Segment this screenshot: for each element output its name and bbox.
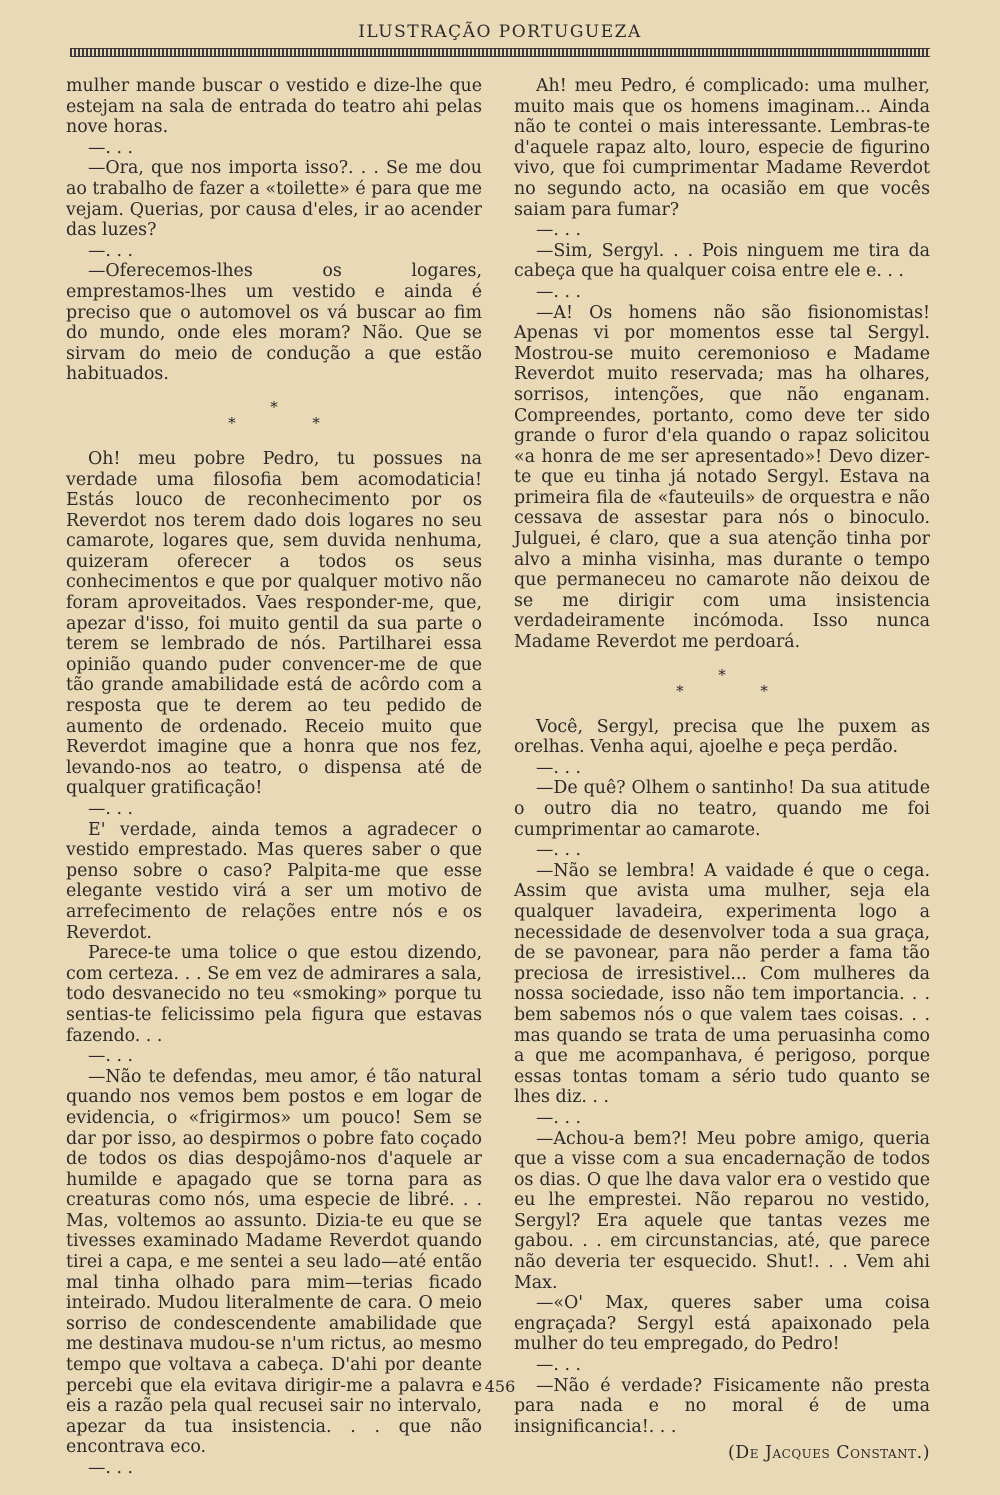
dialogue-ellipsis: —. . . [88, 799, 134, 819]
right-column [514, 76, 930, 1464]
paragraph: —Oferecemos-lhes os logares, emprestamos-lhes um vestido e ainda é preciso que o automovel os vá buscar ao fim do mundo, onde eles moram? Não. Que se sirvam do meio de condução a que estão habituados. [66, 261, 482, 385]
page-number: 456 [484, 1377, 516, 1396]
paragraph: —Não é verdade? Fisicamente não presta para nada e no moral é de uma insignificancia!. . . [514, 1375, 930, 1437]
paragraph: —De quê? Olhem o santinho! Da sua atitude o outro dia no teatro, quando me foi cumprimentar ao camarote. [514, 778, 930, 840]
paragraph: —Não se lembra! A vaidade é que o cega. Assim que avista uma mulher, seja ela qualquer lavadeira, experimenta logo a necessidade de desenvolver toda a sua graça, de se pavonear, para não perder a fama tão preciosa de irresistivel... Com mulheres da nossa sociedade, isso não tem importancia. . . bem sabemos nós o que valem taes coisas. . . mas quando se trata de uma peruasinha como a que me acompanhava, é perigoso, porque essas tontas tomam a sério tudo quanto se lhes diz. . . [514, 860, 930, 1108]
paragraph: —Ora, que nos importa isso?. . . Se me dou ao trabalho de fazer a «toilette» é para que me vejam. Querias, por causa d'eles, ir ao acender das luzes? [66, 158, 482, 241]
dialogue-ellipsis: —. . . [536, 1107, 582, 1128]
section-separator [514, 667, 930, 699]
dialogue-ellipsis: —. . . [88, 137, 134, 158]
dialogue-ellipsis: —. . . [88, 1458, 134, 1478]
author-signature: (De Jacques Constant.) [728, 1443, 930, 1464]
dialogue-ellipsis: —. . . [536, 281, 582, 302]
paragraph: —Achou-a bem?! Meu pobre amigo, queria que a visse com a sua encadernação de todos os dias. O que lhe dava valor era o vestido que eu lhe emprestei. Não reparou no vestido, Sergyl? Era aquele que tantas vezes me gabou. . . em circunstancias, até, que parece não deveria ter esquecido. Shut!. . . Vem ahi Max. [514, 1128, 930, 1293]
separator-star-top: * [718, 665, 726, 684]
separator-stars-bottom: * * [676, 681, 804, 700]
dialogue-ellipsis: —. . . [536, 757, 582, 778]
header-ornament-rule [70, 48, 930, 57]
paragraph: Você, Sergyl, precisa que lhe puxem as orelhas. Venha aqui, ajoelhe e peça perdão. [514, 716, 930, 758]
paragraph: —A! Os homens não são fisionomistas! Apenas vi por momentos esse tal Sergyl. Mostrou-se muito ceremonioso e Madame Reverdot muito reservada; mas ha olhares, sorrisos, intenções, que não enganam. Compreendes, portanto, como deve ter sido grande o furor d'ela quando o rapaz solicitou «a honra de me ser apresentado»! Devo dizer-te que eu tinha já notado Sergyl. Estava na primeira fila de «fauteuils» de orquestra e não cessava de assestar para nós o binoculo. Julguei, é claro, que a sua atenção tinha por alvo a minha visinha, mas durante o tempo que permaneceu no camarote não deixou de se me dirigir com uma insistencia verdadeiramente incómoda. Isso nunca Madame Reverdot me perdoará. [514, 302, 930, 653]
paragraph: Parece-te uma tolice o que estou dizendo, com certeza. . . Se em vez de admirares a sala, todo desvanecido no teu «smoking» porque tu sentias-te felicissimo pela figura que estavas fazendo. . . [66, 943, 482, 1046]
paragraph: Ah! meu Pedro, é complicado: uma mulher, muito mais que os homens imaginam... Ainda não te contei o mais interessante. Lembras-te d'aquele rapaz alto, louro, especie de figurino vivo, que foi cumprimentar Madame Reverdot no segundo acto, na ocasião em que vocês saiam para fumar? [514, 76, 930, 220]
paragraph: —Não te defendas, meu amor, é tão natural quando nos vemos bem postos e em logar de evidencia, o «frigirmos» um pouco! Sem se dar por isso, ao despirmos o pobre fato coçado de todos os dias despojâmo-nos d'aquele ar humilde e apagado que se torna para as creaturas como nós, uma especie de libré. . . Mas, voltemos ao assunto. Dizia-te eu que se tivesses examinado Madame Reverdot quando tirei a capa, e me sentei a seu lado—até então mal tinha olhado para mim—terias ficado inteirado. Mudou literalmente de cara. O meio sorriso de condescendente amabilidade que me destinava mudou-se n'um rictus, ao mesmo tempo que voltava a cabeça. D'ahi por deante percebi que ela evitava dirigir-me a palavra e eis a razão pela qual recusei sair no intervalo, apezar da tua insistencia. . . que não encontrava eco. [66, 1066, 482, 1458]
left-column [66, 76, 482, 1479]
dialogue-ellipsis: —. . . [88, 1046, 134, 1067]
paragraph: E' verdade, ainda temos a agradecer o vestido emprestado. Mas queres saber o que penso sobre o caso? Palpita-me que esse elegante vestido virá a ser um motivo de arrefecimento de relações entre nós e os Reverdot. [66, 819, 482, 943]
running-header: ILUSTRAÇÃO PORTUGUEZA [358, 22, 642, 42]
dialogue-ellipsis: —. . . [536, 1355, 582, 1376]
paragraph: —«O' Max, queres saber uma coisa engraçada? Sergyl está apaixonado pela mulher do teu empregado, do Pedro! [514, 1293, 930, 1355]
dialogue-ellipsis: —. . . [88, 240, 134, 261]
separator-star-top: * [270, 397, 278, 416]
dialogue-ellipsis: —. . . [536, 840, 582, 861]
paragraph: —Sim, Sergyl. . . Pois ninguem me tira da cabeça que ha qualquer coisa entre ele e. . . [514, 240, 930, 282]
paragraph: Oh! meu pobre Pedro, tu possues na verdade uma filosofia bem acomodaticia! Estás louco de reconhecimento por os Reverdot nos terem dado dois logares no seu camarote, logares que, sem duvida nenhuma, quizeram oferecer a todos os seus conhecimentos e que por qualquer motivo não foram aproveitados. Vaes responder-me, que, apezar d'isso, foi muito gentil da sua parte o terem se lembrado de nós. Partilharei essa opinião quando puder convencer-me de que tão grande amabilidade está de acôrdo com a resposta que te derem ao teu pedido de aumento de ordenado. Receio muito que Reverdot imagine que a honra que nos fez, levando-nos ao teatro, o dispensa até de qualquer gratificação! [66, 448, 482, 799]
paragraph: mulher mande buscar o vestido e dize-lhe que estejam na sala de entrada do teatro ahi pelas nove horas. [66, 76, 482, 138]
separator-stars-bottom: * * [228, 413, 356, 432]
dialogue-ellipsis: —. . . [536, 220, 582, 241]
section-separator [66, 399, 482, 431]
